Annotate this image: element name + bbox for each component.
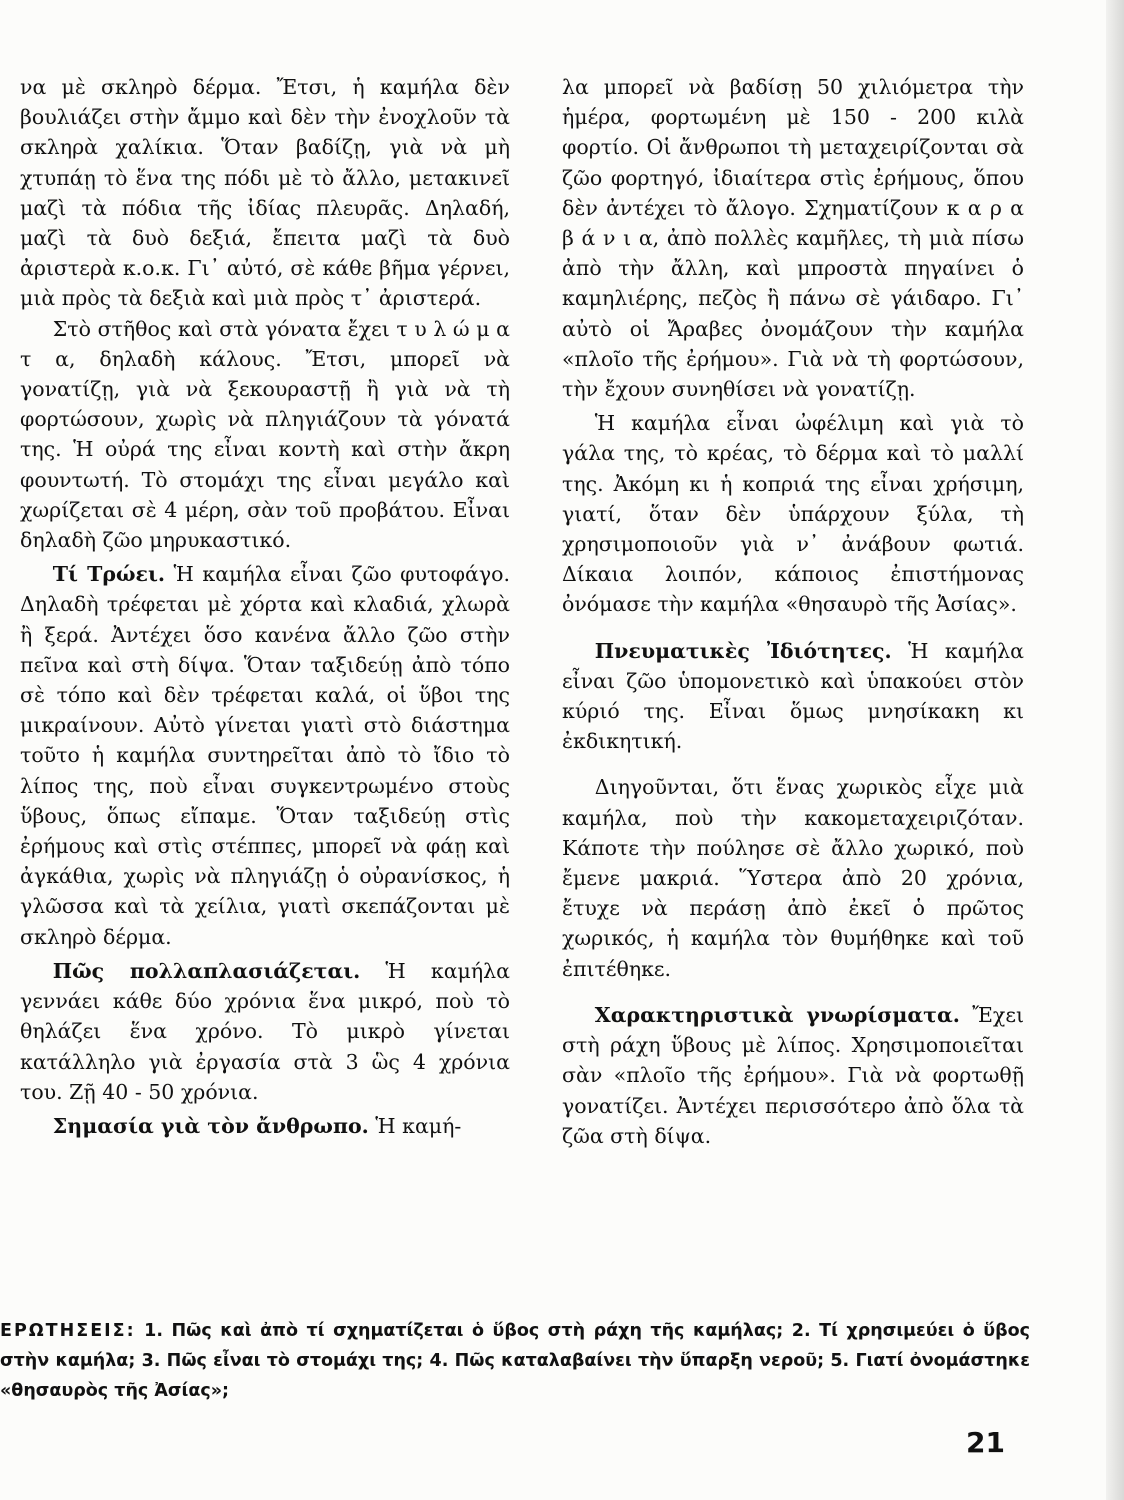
- paragraph: λα μπορεῖ νὰ βαδίσῃ 50 χιλιόμετρα τὴν ἡμέρα, φορτωμένη μὲ 150 - 200 κιλὰ φορτίο. Οἱ ἄνθρωποι τὴ μεταχειρίζονται σὰ ζῶο φορτηγό, ἰδιαίτερα στὶς ἐρήμους, ὅπου δὲν ἀντέχει τὸ ἄλογο. Σχηματίζουν κ α ρ α β ά ν ι α, ἀπὸ πολλὲς καμῆλες, τὴ μιὰ πίσω ἀπὸ τὴν ἄλλη, καὶ μπροστὰ πηγαίνει ὁ καμηλιέρης, πεζὸς ἢ πάνω σὲ γάιδαρο. Γι᾿ αὐτὸ οἱ Ἄραβες ὀνομάζουν τὴν καμήλα «πλοῖο τῆς ἐρήμου». Γιὰ νὰ τὴ φορτώσουν, τὴν ἔχουν συνηθίσει νὰ γονατίζῃ.: [562, 75, 1024, 402]
- section-paragraph: [20, 559, 510, 952]
- section-heading: Σημασία γιὰ τὸν ἄνθρωπο.: [52, 1113, 369, 1138]
- paragraph: να μὲ σκληρὸ δέρμα. Ἔτσι, ἡ καμήλα δὲν βουλιάζει στὴν ἄμμο καὶ δὲν τὴν ἐνοχλοῦν τὰ σκληρὰ χαλίκια. Ὅταν βαδίζῃ, γιὰ νὰ μὴ χτυπάῃ τὸ ἕνα της πόδι μὲ τὸ ἄλλο, μετακινεῖ μαζὶ τὰ πόδια τῆς ἰδίας πλευρᾶς. Δηλαδή, μαζὶ τὰ δυὸ δεξιά, ἔπειτα μαζὶ τὰ δυὸ ἀριστερὰ κ.ο.κ. Γι᾿ αὐτό, σὲ κάθε βῆμα γέρνει, μιὰ πρὸς τὰ δεξιὰ καὶ μιὰ πρὸς τ᾿ ἀριστερά.: [20, 75, 510, 311]
- paragraph-text: Ἔχει στὴ ράχη ὕβους μὲ λίπος. Χρησιμοποιεῖται σὰν «πλοῖο τῆς ἐρήμου». Γιὰ νὰ φορτωθῇ γονατίζει. Ἀντέχει περισσότερο ἀπὸ ὅλα τὰ ζῶα στὴ δίψα.: [562, 1002, 1024, 1148]
- paragraph-text: Ἡ καμήλα εἶναι ζῶο φυτοφάγο. Δηλαδὴ τρέφεται μὲ χόρτα καὶ κλαδιά, χλωρὰ ἢ ξερά. Ἀντέχει ὅσο κανένα ἄλλο ζῶο στὴν πεῖνα καὶ στὴ δίψα. Ὅταν ταξιδεύῃ ἀπὸ τόπο σὲ τόπο καὶ δὲν τρέφεται καλά, οἱ ὕβοι της μικραίνουν. Αὐτὸ γίνεται γιατὶ στὸ διάστημα τοῦτο ἡ καμήλα συντηρεῖται ἀπὸ τὸ ἴδιο τὸ λίπος της, ποὺ εἶναι συγκεντρωμένο στοὺς ὕβους, ὅπως εἴπαμε. Ὅταν ταξιδεύῃ στὶς ἐρήμους καὶ στὶς στέππες, μπορεῖ νὰ φάῃ καὶ ἀγκάθια, χωρὶς νὰ πληγιάζῃ ὁ οὐρανίσκος, ἡ γλῶσσα καὶ τὰ χείλια, γιατὶ σκεπάζονται μὲ σκληρὸ δέρμα.: [20, 562, 510, 949]
- section-heading: Πῶς πολλαπλασιάζεται.: [52, 958, 361, 983]
- section-heading: Χαρακτηριστικὰ γνωρίσματα.: [594, 1002, 960, 1027]
- section-heading: Πνευματικὲς Ἰδιότητες.: [594, 638, 892, 663]
- paragraph-text: Ἡ καμή-: [375, 1113, 462, 1138]
- left-text-column: [20, 72, 510, 1141]
- paragraph: Ἡ καμήλα εἶναι ὠφέλιμη καὶ γιὰ τὸ γάλα της, τὸ κρέας, τὸ δέρμα καὶ τὸ μαλλί της. Ἀκόμη κι ἡ κοπριά της εἶναι χρήσιμη, γιατί, ὅταν δὲν ὑπάρχουν ξύλα, τὴ χρησιμοποιοῦν γιὰ ν᾿ ἀνάβουν φωτιά. Δίκαια λοιπόν, κάποιος ἐπιστήμονας ὀνόμασε τὴν καμήλα «θησαυρὸ τῆς Ἀσίας».: [562, 411, 1024, 617]
- page-number: 21: [966, 1426, 1005, 1459]
- questions-text: 1. Πῶς καὶ ἀπὸ τί σχηματίζεται ὁ ὕβος στὴ ράχη τῆς καμήλας; 2. Τί χρησιμεύει ὁ ὕβος στὴν καμήλα; 3. Πῶς εἶναι τὸ στομάχι της; 4. Πῶς καταλαβαίνει τὴν ὕπαρξη νεροῦ; 5. Γιατί ὀνομάστηκε «θησαυρὸς τῆς Ἀσίας»;: [0, 1321, 1030, 1401]
- section-paragraph: [20, 1111, 510, 1141]
- section-heading: Τί Τρώει.: [52, 562, 166, 587]
- section-paragraph: [562, 1000, 1024, 1151]
- questions-block: [0, 1316, 1030, 1406]
- right-text-column: [562, 72, 1024, 1151]
- questions-label: ΕΡΩΤΗΣΕΙΣ:: [0, 1321, 136, 1341]
- paragraph-text: Ἡ καμήλα γεννάει κάθε δύο χρόνια ἕνα μικρό, ποὺ τὸ θηλάζει ἕνα χρόνο. Τὸ μικρὸ γίνεται κατάλληλο γιὰ ἐργασία στὰ 3 ὣς 4 χρόνια του. Ζῇ 40 - 50 χρόνια.: [20, 958, 510, 1104]
- section-paragraph: [562, 636, 1024, 757]
- paragraph: Στὸ στῆθος καὶ στὰ γόνατα ἔχει τ υ λ ώ μ α τ α, δηλαδὴ κάλους. Ἔτσι, μπορεῖ νὰ γονατίζῃ, γιὰ νὰ ξεκουραστῇ ἢ γιὰ νὰ τὴ φορτώσουν, χωρὶς νὰ πληγιάζουν τὰ γόνατά της. Ἡ οὐρά της εἶναι κοντὴ καὶ στὴν ἄκρη φουντωτή. Τὸ στομάχι της εἶναι μεγάλο καὶ χωρίζεται σὲ 4 μέρη, σὰν τοῦ προβάτου. Εἶναι δηλαδὴ ζῶο μηρυκαστικό.: [20, 316, 510, 553]
- section-paragraph: [20, 956, 510, 1107]
- page-edge-shadow: [1106, 0, 1124, 1500]
- paragraph: Διηγοῦνται, ὅτι ἕνας χωρικὸς εἶχε μιὰ καμήλα, ποὺ τὴν κακομεταχειριζόταν. Κάποτε τὴν πούλησε σὲ ἄλλο χωρικό, ποὺ ἔμενε μακριά. Ὕστερα ἀπὸ 20 χρόνια, ἔτυχε νὰ περάσῃ ἀπὸ ἐκεῖ ὁ πρῶτος χωρικός, ἡ καμήλα τὸν θυμήθηκε καὶ τοῦ ἐπιτέθηκε.: [562, 775, 1024, 981]
- paragraph-text: Ἡ καμήλα εἶναι ζῶο ὑπομονετικὸ καὶ ὑπακούει στὸν κύριό της. Εἶναι ὅμως μνησίκακη κι ἐκδικητική.: [562, 638, 1024, 754]
